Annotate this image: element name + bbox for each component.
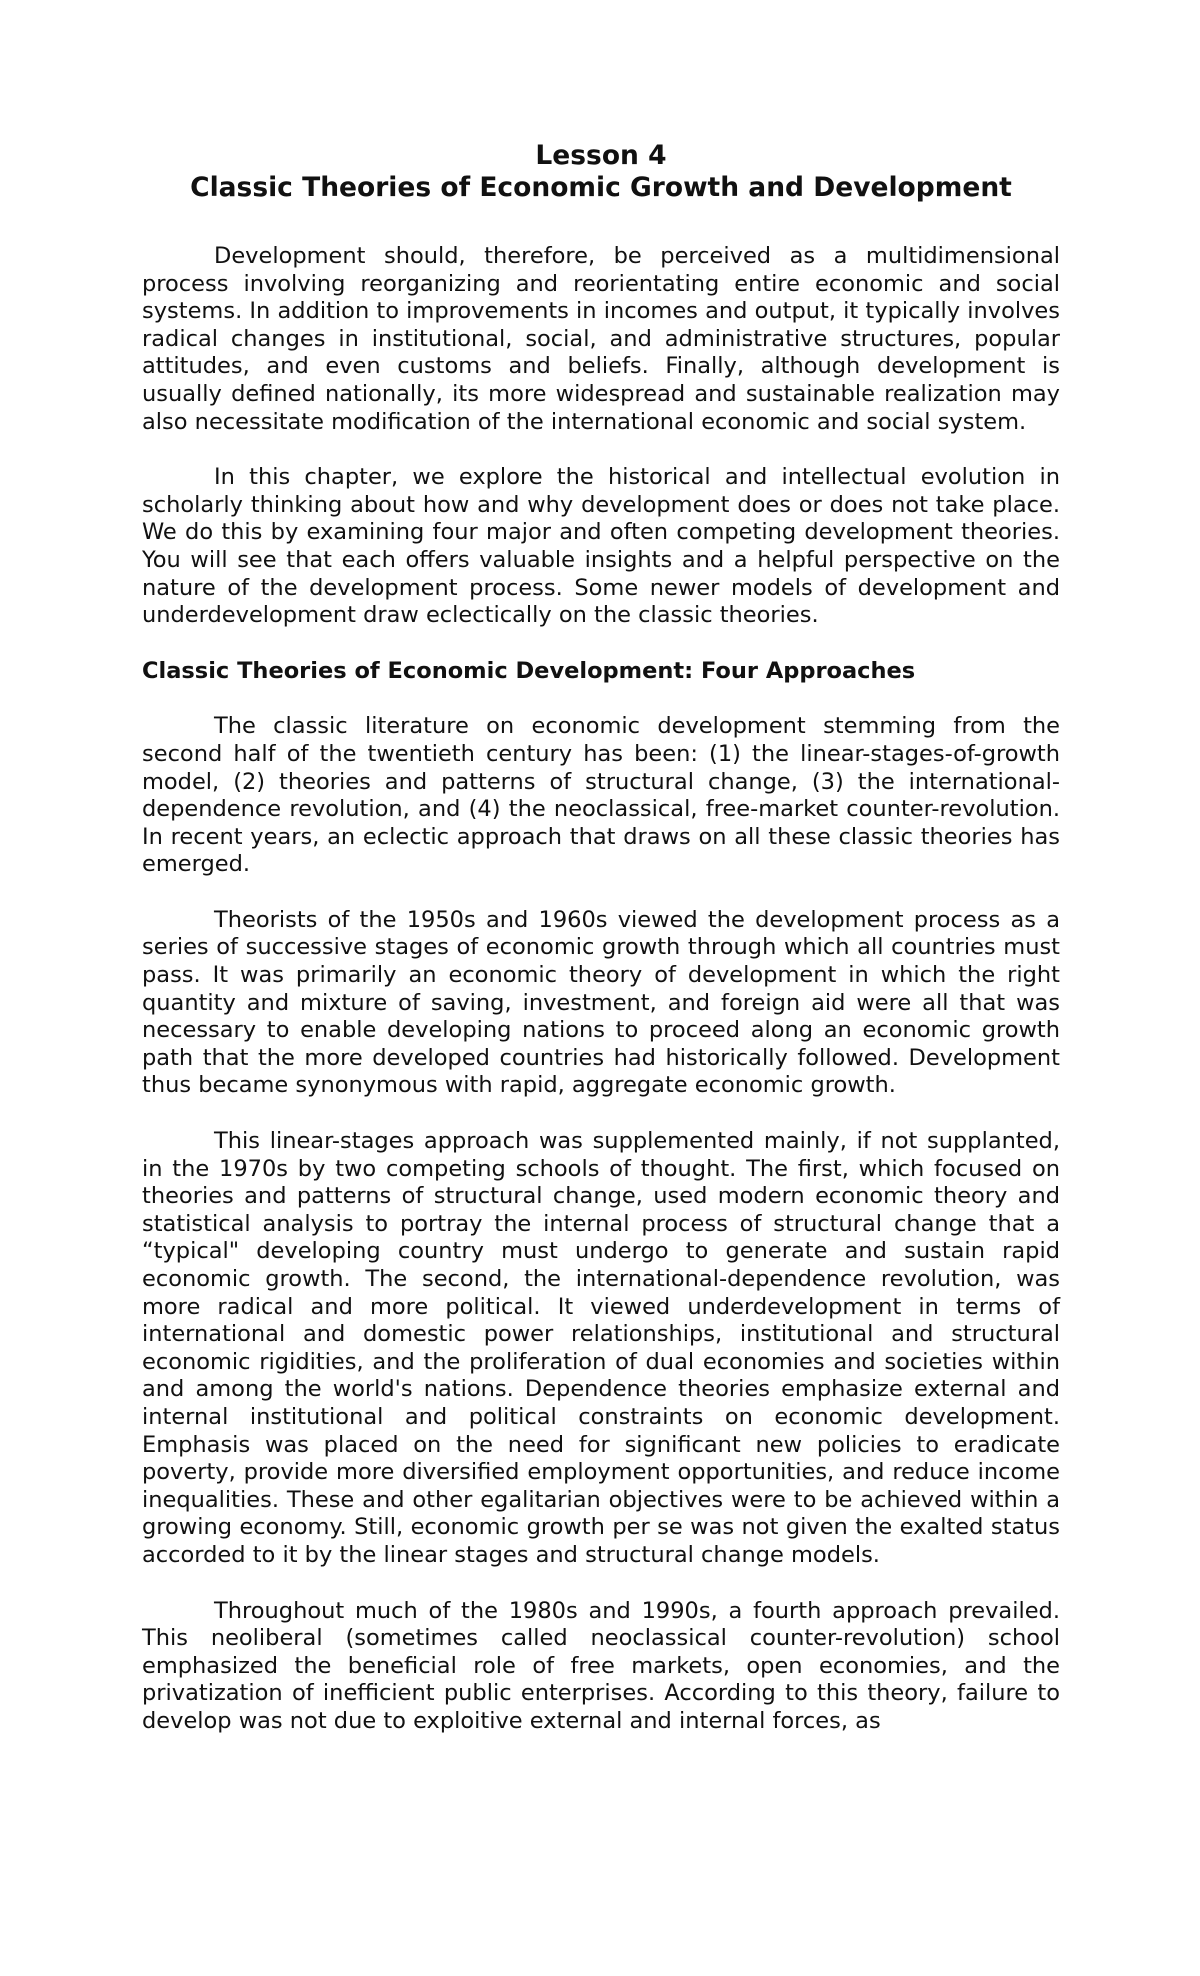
paragraph-section-1: The classic literature on economic development stemming from the second half of the twentieth century has been: (1) the linear-stages-of-growth model, (2) theories and patterns of structural change, (3) the international-dependence revolution, and (4) the neoclassical, free-market counter-revolution. In recent years, an eclectic approach that draws on all these classic theories has emerged. [142, 713, 1060, 878]
section-heading: Classic Theories of Economic Development: Four Approaches [142, 657, 916, 684]
paragraph-section-2: Theorists of the 1950s and 1960s viewed the development process as a series of successive stages of economic growth through which all countries must pass. It was primarily an economic theory of development in which the right quantity and mixture of saving, investment, and foreign aid were all that was necessary to enable developing nations to proceed along an economic growth path that the more developed countries had historically followed. Development thus became synonymous with rapid, aggregate economic growth. [142, 906, 1060, 1099]
paragraph-section-3: This linear-stages approach was supplemented mainly, if not supplanted, in the 1970s by two competing schools of thought. The first, which focused on theories and patterns of structural change, used modern economic theory and statistical analysis to portray the internal process of structural change that a “typical" developing country must undergo to generate and sustain rapid economic growth. The second, the international-dependence revolution, was more radical and more political. It viewed underdevelopment in terms of international and domestic power relationships, institutional and structural economic rigidities, and the proliferation of dual economies and societies within and among the world's nations. Dependence theories emphasize external and internal institutional and political constraints on economic development. Emphasis was placed on the need for significant new policies to eradicate poverty, provide more diversified employment opportunities, and reduce income inequalities. These and other egalitarian objectives were to be achieved within a growing economy. Still, economic growth per se was not given the exalted status accorded to it by the linear stages and structural change models. [142, 1128, 1060, 1568]
page-title [142, 140, 1060, 203]
lesson-number: Lesson 4 [535, 140, 667, 171]
paragraph-section-4: Throughout much of the 1980s and 1990s, a fourth approach prevailed. This neoliberal (sometimes called neoclassical counter-revolution) school emphasized the beneficial role of free markets, open economies, and the privatization of inefficient public enterprises. According to this theory, failure to develop was not due to exploitive external and internal forces, as [142, 1597, 1060, 1734]
paragraph-intro-2: In this chapter, we explore the historical and intellectual evolution in scholarly thinking about how and why development does or does not take place. We do this by examining four major and often competing development theories. You will see that each offers valuable insights and a helpful perspective on the nature of the development process. Some newer models of development and underdevelopment draw eclectically on the classic theories. [142, 464, 1060, 629]
document-page [142, 140, 1060, 1764]
lesson-title: Classic Theories of Economic Growth and Development [190, 171, 1012, 203]
paragraph-intro-1: Development should, therefore, be perceived as a multidimensional process involving reorganizing and reorientating entire economic and social systems. In addition to improvements in incomes and output, it typically involves radical changes in institutional, social, and administrative structures, popular attitudes, and even customs and beliefs. Finally, although development is usually defined nationally, its more widespread and sustainable realization may also necessitate modification of the international economic and social system. [142, 243, 1060, 435]
